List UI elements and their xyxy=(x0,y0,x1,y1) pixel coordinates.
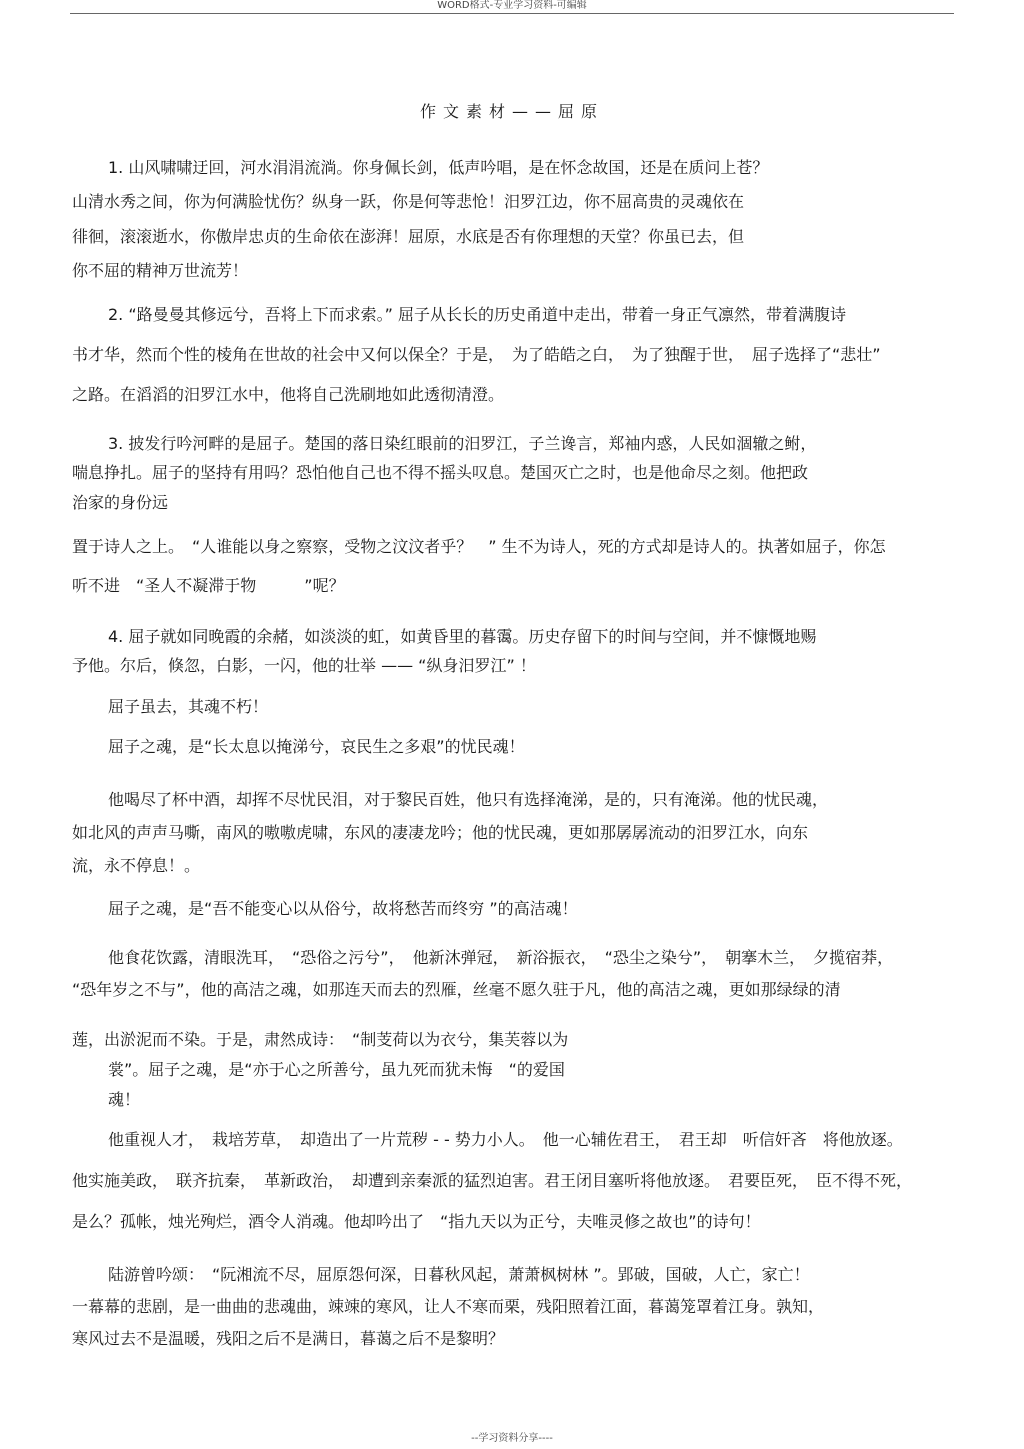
text-line: 予他。尔后，倏忽，白影，一闪，他的壮举 —— “纵身汨罗江” ！ xyxy=(72,656,536,675)
text-line: 听不进 “圣人不凝滞于物 ”呢？ xyxy=(72,576,345,595)
document-title: 作文素材——屈原 xyxy=(419,102,604,121)
text-line: “恐年岁之不与”，他的高洁之魂，如那连天而去的烈雁，丝毫不愿久驻于凡，他的高洁之魂，更如那绿绿的清 xyxy=(72,980,841,999)
text-line: 1. 山风啸啸迂回，河水涓涓流淌。你身佩长剑，低声吟唱，是在怀念故国，还是在质问上苍？ xyxy=(108,158,769,177)
text-line: 徘徊，滚滚逝水，你傲岸忠贞的生命依在澎湃！屈原，水底是否有你理想的天堂？你虽已去，但 xyxy=(72,227,745,246)
text-line: 屈子之魂，是“长太息以掩涕兮，哀民生之多艰”的忧民魂！ xyxy=(108,737,525,756)
text-line: 你不屈的精神万世流芳！ xyxy=(72,261,249,280)
page-header: WORD格式-专业学习资料-可编辑 xyxy=(437,0,587,11)
text-line: 屈子虽去，其魂不朽！ xyxy=(108,697,269,716)
text-line: 山清水秀之间，你为何满脸忧伤？纵身一跃，你是何等悲怆！汨罗江边，你不屈高贵的灵魂依在 xyxy=(72,192,745,211)
text-line: 他食花饮露，清眼洗耳， “恐俗之污兮”， 他新沐弹冠， 新浴振衣， “恐尘之染兮”， 朝搴木兰， 夕揽宿莽， xyxy=(108,948,894,967)
text-line: 屈子之魂，是“吾不能变心以从俗兮，故将愁苦而终穷 ”的高洁魂！ xyxy=(108,899,578,918)
text-line: 置于诗人之上。 “人谁能以身之察察，受物之汶汶者乎？ ” 生不为诗人，死的方式却是诗人的。执著如屈子，你怎 xyxy=(72,537,886,556)
header-rule xyxy=(70,13,954,14)
text-line: 裳”。屈子之魂，是“亦于心之所善兮，虽九死而犹未悔 “的爱国 xyxy=(108,1060,565,1079)
text-line: 如北风的声声马嘶，南风的嗷嗷虎啸，东风的凄凄龙吟；他的忧民魂，更如那孱孱流动的汨罗江水，向东 xyxy=(72,823,809,842)
text-line: 陆游曾吟颂： “阮湘流不尽，屈原怨何深，日暮秋风起，萧萧枫树林 ”。郢破，国破，人亡，家亡！ xyxy=(108,1265,810,1284)
text-line: 3. 披发行吟河畔的是屈子。楚国的落日染红眼前的汨罗江，子兰谗言，郑袖内惑，人民如涸辙之鲋， xyxy=(108,434,817,453)
text-line: 流，永不停息！。 xyxy=(72,856,201,875)
text-line: 治家的身份远 xyxy=(72,493,169,512)
text-line: 是么？孤帐，烛光殉烂，酒令人消魂。他却吟出了 “指九天以为正兮，夫唯灵修之故也”的诗句！ xyxy=(72,1212,761,1231)
text-line: 莲，出淤泥而不染。于是，肃然成诗： “制芰荷以为衣兮，集芙蓉以为 xyxy=(72,1030,569,1049)
text-line: 之路。在滔滔的汨罗江水中，他将自己洗刷地如此透彻清澄。 xyxy=(72,385,505,404)
text-line: 4. 屈子就如同晚霞的余赭，如淡淡的虹，如黄昏里的暮霭。历史存留下的时间与空间，并不慷慨地赐 xyxy=(108,627,817,646)
text-line: 魂！ xyxy=(108,1090,141,1109)
text-line: 他实施美政， 联齐抗秦， 革新政治， 却遭到亲秦派的猛烈迫害。君王闭目塞听将他放逐。 君要臣死， 臣不得不死， xyxy=(72,1171,913,1190)
text-line: 寒风过去不是温暖，残阳之后不是满日，暮蔼之后不是黎明？ xyxy=(72,1329,505,1348)
text-line: 书才华，然而个性的棱角在世故的社会中又何以保全？于是， 为了皓皓之白， 为了独醒于世， 屈子选择了“悲壮” xyxy=(72,345,881,364)
text-line: 喘息挣扎。屈子的坚持有用吗？恐怕他自己也不得不摇头叹息。楚国灭亡之时，也是他命尽之刻。他把政 xyxy=(72,463,809,482)
text-line: 他重视人才， 栽培芳草， 却造出了一片荒秽 - - 势力小人。 他一心辅佐君王， 君王却 听信奸吝 将他放逐。 xyxy=(108,1130,903,1149)
page-footer: --学习资料分享---- xyxy=(471,1433,553,1444)
text-line: 他喝尽了杯中酒，却挥不尽忧民泪，对于黎民百姓，他只有选择淹涕，是的，只有淹涕。他的忧民魂， xyxy=(108,790,829,809)
text-line: 2. “路曼曼其修远兮，吾将上下而求索。” 屈子从长长的历史甬道中走出，带着一身正气凛然，带着满腹诗 xyxy=(108,305,847,324)
text-line: 一幕幕的悲剧，是一曲曲的悲魂曲，竦竦的寒风，让人不寒而栗，残阳照着江面，暮蔼笼罩着江身。孰知， xyxy=(72,1297,825,1316)
